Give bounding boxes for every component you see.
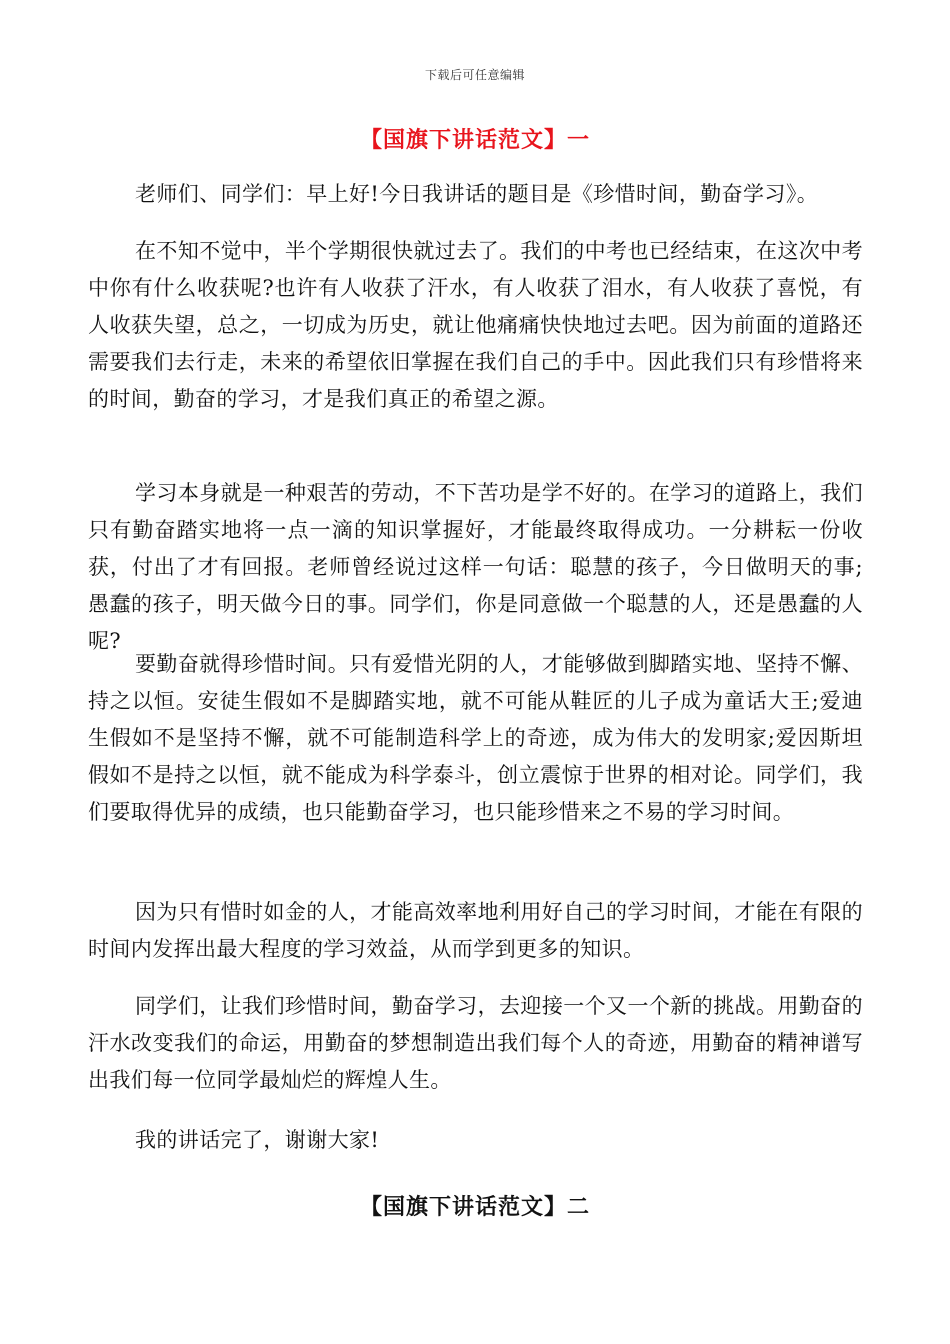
paragraph-cherish-time: 要勤奋就得珍惜时间。只有爱惜光阴的人，才能够做到脚踏实地、坚持不懈、持之以恒。安徒生假如不是脚踏实地，就不可能从鞋匠的儿子成为童话大王;爱迪生假如不是坚持不懈，就不可能制造科学上的奇迹，成为伟大的发明家;爱因斯坦假如不是持之以恒，就不能成为科学泰斗，创立震惊于世界的相对论。同学们，我们要取得优异的成绩，也只能勤奋学习，也只能珍惜来之不易的学习时间。 [88,652,863,824]
paragraph-efficiency: 因为只有惜时如金的人，才能高效率地利用好自己的学习时间，才能在有限的时间内发挥出最大程度的学习效益，从而学到更多的知识。 [88,900,863,961]
header-note: 下载后可任意编辑 [424,68,525,82]
paragraph-midterm: 在不知不觉中，半个学期很快就过去了。我们的中考也已经结束，在这次中考中你有什么收获呢?也许有人收获了汗水，有人收获了泪水，有人收获了喜悦，有人收获失望，总之，一切成为历史，就让他痛痛快快地过去吧。因为前面的道路还需要我们去行走，未来的希望依旧掌握在我们自己的手中。因此我们只有珍惜将来的时间，勤奋的学习，才是我们真正的希望之源。 [88,239,863,411]
paragraph-call-to-action: 同学们，让我们珍惜时间，勤奋学习，去迎接一个又一个新的挑战。用勤奋的汗水改变我们的命运，用勤奋的梦想制造出我们每个人的奇迹，用勤奋的精神谱写出我们每一位同学最灿烂的辉煌人生。 [88,994,863,1092]
section-title-1: 【国旗下讲话范文】一 [359,127,590,153]
paragraph-greeting: 老师们、同学们：早上好!今日我讲话的题目是《珍惜时间，勤奋学习》。 [135,182,819,206]
paragraph-hard-work: 学习本身就是一种艰苦的劳动，不下苦功是学不好的。在学习的道路上，我们只有勤奋踏实地将一点一滴的知识掌握好，才能最终取得成功。一分耕耘一份收获，付出了才有回报。老师曾经说过这样一句话：聪慧的孩子，今日做明天的事;愚蠢的孩子，明天做今日的事。同学们，你是同意做一个聪慧的人，还是愚蠢的人呢? [88,481,863,653]
section-title-2: 【国旗下讲话范文】二 [359,1194,590,1220]
paragraph-closing: 我的讲话完了，谢谢大家! [135,1128,380,1152]
